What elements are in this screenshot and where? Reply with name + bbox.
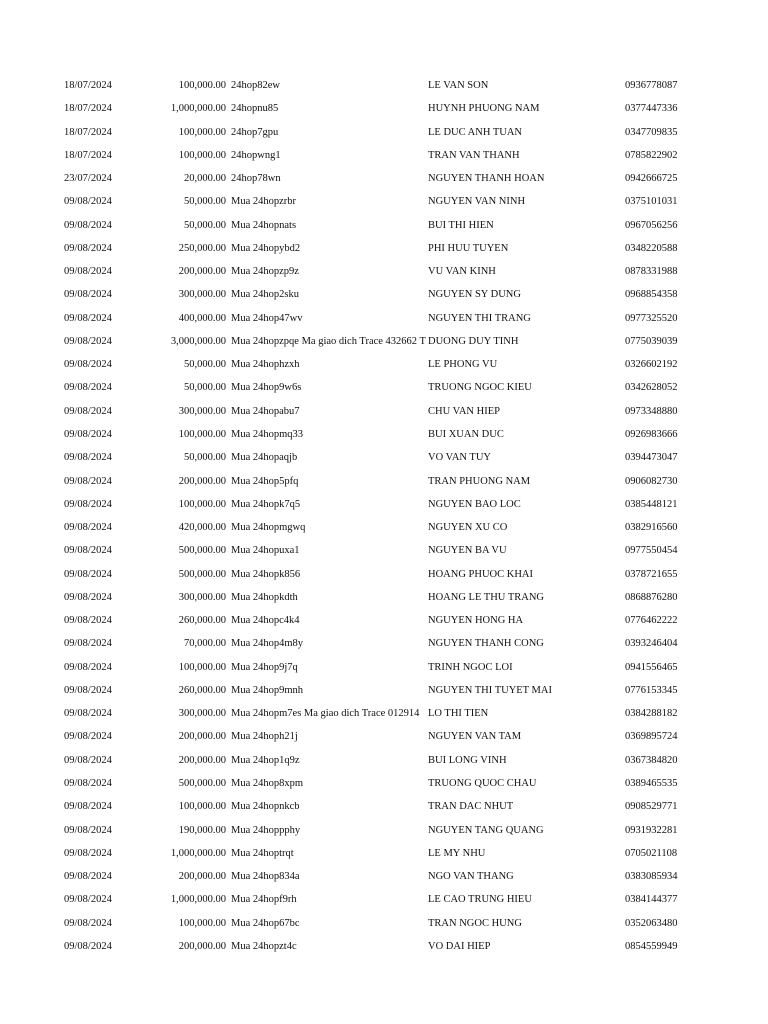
transaction-content: Mua 24hoppphy xyxy=(231,824,301,836)
payer-name: NGUYEN TANG QUANG xyxy=(428,824,544,836)
transaction-date: 09/08/2024 xyxy=(64,452,112,464)
payer-name: NGUYEN THI TUYET MAI xyxy=(428,684,552,696)
payer-phone: 0342628052 xyxy=(625,382,678,394)
payer-name: PHI HUU TUYEN xyxy=(428,242,509,254)
payer-phone: 0384288182 xyxy=(625,708,678,720)
transaction-content: Mua 24hoptrqt xyxy=(231,847,294,859)
transaction-amount: 50,000.00 xyxy=(184,382,226,394)
transaction-row xyxy=(0,912,768,935)
payer-name: LE VAN SON xyxy=(428,80,489,91)
payer-name: NGUYEN SY DUNG xyxy=(428,289,521,301)
transaction-row xyxy=(0,516,768,539)
payer-phone: 0776462222 xyxy=(625,615,678,627)
payer-name: VO DAI HIEP xyxy=(428,940,491,952)
transaction-content: Mua 24hop5pfq xyxy=(231,475,299,487)
transaction-row xyxy=(0,819,768,842)
transaction-amount: 1,000,000.00 xyxy=(170,894,226,906)
transaction-date: 09/08/2024 xyxy=(64,731,112,743)
transaction-amount: 200,000.00 xyxy=(178,266,226,278)
payer-name: NGUYEN BA VU xyxy=(428,545,507,557)
transaction-content: Mua 24hop8xpm xyxy=(231,777,304,789)
transaction-date: 09/08/2024 xyxy=(64,266,112,278)
transaction-amount: 100,000.00 xyxy=(178,801,226,813)
transaction-date: 09/08/2024 xyxy=(64,638,112,650)
transaction-date: 09/08/2024 xyxy=(64,475,112,487)
transaction-content: Mua 24hopybd2 xyxy=(231,242,301,254)
payer-name: NGO VAN THANG xyxy=(428,871,514,883)
transaction-content: Mua 24hop2sku xyxy=(231,289,299,301)
payer-phone: 0941556465 xyxy=(625,661,678,673)
payer-name: HOANG LE THU TRANG xyxy=(428,591,544,603)
payer-phone: 0367384820 xyxy=(625,754,678,766)
payer-name: NGUYEN THANH HOAN xyxy=(428,173,545,185)
payer-name: DUONG DUY TINH xyxy=(428,335,519,347)
transaction-date: 09/08/2024 xyxy=(64,568,112,580)
transaction-date: 09/08/2024 xyxy=(64,847,112,859)
transaction-content: Mua 24hopzp9z xyxy=(231,266,299,278)
transaction-content: Mua 24hop1q9z xyxy=(231,754,300,766)
transaction-amount: 100,000.00 xyxy=(178,126,226,138)
transaction-row xyxy=(0,400,768,423)
transaction-row xyxy=(0,702,768,725)
transaction-content: Mua 24hop47wv xyxy=(231,312,303,324)
transaction-date: 09/08/2024 xyxy=(64,242,112,254)
transaction-row xyxy=(0,307,768,330)
payer-phone: 0926983666 xyxy=(625,428,678,440)
transaction-row xyxy=(0,865,768,888)
transaction-date: 09/08/2024 xyxy=(64,545,112,557)
payer-name: TRAN PHUONG NAM xyxy=(428,475,531,487)
transaction-row xyxy=(0,144,768,167)
transaction-row xyxy=(0,446,768,469)
transaction-content: 24hop78wn xyxy=(231,173,281,185)
transaction-row xyxy=(0,237,768,260)
transaction-content: Mua 24hopf9rh xyxy=(231,894,297,906)
payer-name: HUYNH PHUONG NAM xyxy=(428,103,540,115)
payer-phone: 0378721655 xyxy=(625,568,678,580)
transaction-amount: 70,000.00 xyxy=(184,638,226,650)
payer-name: NGUYEN XU CO xyxy=(428,522,508,534)
payer-name: TRINH NGOC LOI xyxy=(428,661,513,673)
transaction-date: 09/08/2024 xyxy=(64,917,112,929)
transaction-amount: 200,000.00 xyxy=(178,940,226,952)
transaction-date: 09/08/2024 xyxy=(64,940,112,952)
transaction-row xyxy=(0,749,768,772)
payer-name: NGUYEN VAN NINH xyxy=(428,196,526,208)
payer-phone: 0931932281 xyxy=(625,824,678,836)
payer-name: LE PHONG VU xyxy=(428,359,498,371)
transaction-amount: 100,000.00 xyxy=(178,428,226,440)
payer-name: TRAN VAN THANH xyxy=(428,149,520,161)
transaction-date: 09/08/2024 xyxy=(64,801,112,813)
payer-phone: 0977325520 xyxy=(625,312,678,324)
transaction-date: 09/08/2024 xyxy=(64,196,112,208)
transaction-row xyxy=(0,423,768,446)
payer-phone: 0384144377 xyxy=(625,894,678,906)
payer-name: NGUYEN VAN TAM xyxy=(428,731,522,743)
transaction-amount: 50,000.00 xyxy=(184,452,226,464)
payer-name: NGUYEN THANH CONG xyxy=(428,638,544,650)
transaction-content: Mua 24hopc4k4 xyxy=(231,615,300,627)
transaction-date: 09/08/2024 xyxy=(64,684,112,696)
transaction-amount: 400,000.00 xyxy=(178,312,226,324)
payer-phone: 0385448121 xyxy=(625,498,678,510)
transaction-content: 24hopnu85 xyxy=(231,103,279,115)
transaction-amount: 300,000.00 xyxy=(178,289,226,301)
payer-name: CHU VAN HIEP xyxy=(428,405,500,417)
payer-phone: 0854559949 xyxy=(625,940,678,952)
transaction-amount: 200,000.00 xyxy=(178,731,226,743)
transaction-row xyxy=(0,283,768,306)
transaction-date: 09/08/2024 xyxy=(64,359,112,371)
transaction-row xyxy=(0,470,768,493)
transaction-content: Mua 24hopzpqe Ma giao dich Trace 432662 T xyxy=(231,335,426,347)
transaction-row xyxy=(0,563,768,586)
payer-phone: 0382916560 xyxy=(625,522,678,534)
transaction-date: 23/07/2024 xyxy=(64,173,112,185)
transaction-amount: 420,000.00 xyxy=(178,522,226,534)
transaction-date: 09/08/2024 xyxy=(64,498,112,510)
payer-phone: 0868876280 xyxy=(625,591,678,603)
payer-name: BUI XUAN DUC xyxy=(428,428,504,440)
transaction-amount: 300,000.00 xyxy=(178,708,226,720)
transaction-date: 09/08/2024 xyxy=(64,289,112,301)
transaction-amount: 500,000.00 xyxy=(178,777,226,789)
transaction-date: 09/08/2024 xyxy=(64,824,112,836)
transaction-date: 09/08/2024 xyxy=(64,219,112,231)
transaction-amount: 260,000.00 xyxy=(178,684,226,696)
transaction-content: Mua 24hopk856 xyxy=(231,568,301,580)
transaction-content: Mua 24hopnats xyxy=(231,219,297,231)
transaction-amount: 300,000.00 xyxy=(178,591,226,603)
payer-phone: 0394473047 xyxy=(625,452,678,464)
transaction-content: Mua 24hop9mnh xyxy=(231,684,304,696)
transaction-row xyxy=(0,842,768,865)
payer-phone: 0348220588 xyxy=(625,242,678,254)
transaction-row xyxy=(0,121,768,144)
transaction-amount: 200,000.00 xyxy=(178,754,226,766)
transaction-amount: 100,000.00 xyxy=(178,498,226,510)
transaction-amount: 1,000,000.00 xyxy=(170,847,226,859)
payer-phone: 0973348880 xyxy=(625,405,678,417)
payer-name: VU VAN KINH xyxy=(428,266,496,278)
payer-phone: 0785822902 xyxy=(625,149,678,161)
payer-phone: 0705021108 xyxy=(625,847,678,859)
transaction-content: Mua 24hopuxa1 xyxy=(231,545,300,557)
payer-name: NGUYEN BAO LOC xyxy=(428,498,521,510)
transaction-content: Mua 24hopaqjb xyxy=(231,452,298,464)
transaction-date: 09/08/2024 xyxy=(64,871,112,883)
transaction-row xyxy=(0,330,768,353)
transaction-date: 18/07/2024 xyxy=(64,149,112,161)
transaction-content: Mua 24hopnkcb xyxy=(231,801,300,813)
transaction-content: Mua 24hop9w6s xyxy=(231,382,302,394)
transaction-date: 09/08/2024 xyxy=(64,661,112,673)
transaction-row xyxy=(0,632,768,655)
transaction-date: 18/07/2024 xyxy=(64,126,112,138)
payer-phone: 0936778087 xyxy=(625,80,678,91)
transaction-row xyxy=(0,97,768,120)
transaction-content: Mua 24hopzt4c xyxy=(231,940,297,952)
transaction-content: 24hop7gpu xyxy=(231,126,279,138)
payer-phone: 0908529771 xyxy=(625,801,678,813)
transaction-amount: 100,000.00 xyxy=(178,917,226,929)
transaction-content: Mua 24hopmgwq xyxy=(231,522,306,534)
transaction-row xyxy=(0,353,768,376)
payer-name: LE DUC ANH TUAN xyxy=(428,126,523,138)
payer-phone: 0775039039 xyxy=(625,335,678,347)
transaction-row xyxy=(0,679,768,702)
transaction-content: Mua 24hop9j7q xyxy=(231,661,298,673)
transaction-row xyxy=(0,214,768,237)
transaction-row xyxy=(0,376,768,399)
payer-name: BUI THI HIEN xyxy=(428,219,494,231)
transaction-content: Mua 24hophzxh xyxy=(231,359,300,371)
payer-name: TRUONG QUOC CHAU xyxy=(428,777,537,789)
payer-phone: 0878331988 xyxy=(625,266,678,278)
payer-name: HOANG PHUOC KHAI xyxy=(428,568,533,580)
transaction-row xyxy=(0,656,768,679)
transaction-date: 09/08/2024 xyxy=(64,312,112,324)
payer-name: LE CAO TRUNG HIEU xyxy=(428,894,532,906)
payer-phone: 0393246404 xyxy=(625,638,678,650)
payer-name: BUI LONG VINH xyxy=(428,754,507,766)
transaction-date: 09/08/2024 xyxy=(64,382,112,394)
payer-phone: 0352063480 xyxy=(625,917,678,929)
payer-name: LO THI TIEN xyxy=(428,708,489,720)
transaction-row xyxy=(0,888,768,911)
transaction-date: 09/08/2024 xyxy=(64,522,112,534)
payer-name: LE MY NHU xyxy=(428,847,486,859)
transaction-content: Mua 24hopzrbr xyxy=(231,196,297,208)
transaction-amount: 20,000.00 xyxy=(184,173,226,185)
payer-phone: 0369895724 xyxy=(625,731,678,743)
transaction-amount: 500,000.00 xyxy=(178,545,226,557)
transaction-row xyxy=(0,609,768,632)
transaction-row xyxy=(0,795,768,818)
transaction-content: Mua 24hop834a xyxy=(231,871,300,883)
transaction-row xyxy=(0,539,768,562)
transaction-amount: 100,000.00 xyxy=(178,661,226,673)
transaction-row xyxy=(0,772,768,795)
transaction-row xyxy=(0,586,768,609)
transaction-row xyxy=(0,935,768,958)
transaction-amount: 3,000,000.00 xyxy=(170,335,226,347)
payer-name: TRAN NGOC HUNG xyxy=(428,917,522,929)
transaction-date: 09/08/2024 xyxy=(64,777,112,789)
transaction-amount: 300,000.00 xyxy=(178,405,226,417)
payer-phone: 0389465535 xyxy=(625,777,678,789)
transaction-amount: 100,000.00 xyxy=(178,80,226,91)
transaction-row xyxy=(0,725,768,748)
transaction-date: 09/08/2024 xyxy=(64,708,112,720)
transaction-content: Mua 24hoph21j xyxy=(231,731,298,743)
transaction-date: 09/08/2024 xyxy=(64,615,112,627)
payer-phone: 0326602192 xyxy=(625,359,678,371)
transaction-list xyxy=(0,74,768,958)
transaction-amount: 100,000.00 xyxy=(178,149,226,161)
transaction-amount: 250,000.00 xyxy=(178,242,226,254)
transaction-date: 18/07/2024 xyxy=(64,80,112,91)
transaction-content: Mua 24hopkdth xyxy=(231,591,298,603)
payer-phone: 0968854358 xyxy=(625,289,678,301)
payer-name: VO VAN TUY xyxy=(428,452,492,464)
payer-name: TRUONG NGOC KIEU xyxy=(428,382,532,394)
transaction-amount: 500,000.00 xyxy=(178,568,226,580)
transaction-content: Mua 24hopabu7 xyxy=(231,405,300,417)
transaction-content: Mua 24hopk7q5 xyxy=(231,498,301,510)
transaction-amount: 50,000.00 xyxy=(184,359,226,371)
payer-phone: 0906082730 xyxy=(625,475,678,487)
payer-name: NGUYEN THI TRANG xyxy=(428,312,531,324)
payer-phone: 0383085934 xyxy=(625,871,678,883)
payer-phone: 0347709835 xyxy=(625,126,678,138)
payer-phone: 0977550454 xyxy=(625,545,678,557)
transaction-date: 09/08/2024 xyxy=(64,591,112,603)
payer-phone: 0967056256 xyxy=(625,219,678,231)
transaction-amount: 1,000,000.00 xyxy=(170,103,226,115)
transaction-row xyxy=(0,74,768,97)
transaction-amount: 200,000.00 xyxy=(178,475,226,487)
transaction-content: Mua 24hop4m8y xyxy=(231,638,304,650)
transaction-row xyxy=(0,260,768,283)
transaction-date: 09/08/2024 xyxy=(64,405,112,417)
transaction-date: 09/08/2024 xyxy=(64,335,112,347)
payer-name: NGUYEN HONG HA xyxy=(428,615,524,627)
transaction-row xyxy=(0,493,768,516)
transaction-content: Mua 24hop67bc xyxy=(231,917,300,929)
transaction-date: 18/07/2024 xyxy=(64,103,112,115)
transaction-content: 24hopwng1 xyxy=(231,149,281,161)
transaction-row xyxy=(0,167,768,190)
transaction-content: Mua 24hopmq33 xyxy=(231,428,304,440)
payer-phone: 0375101031 xyxy=(625,196,678,208)
transaction-content: 24hop82ew xyxy=(231,80,280,91)
payer-phone: 0942666725 xyxy=(625,173,678,185)
transaction-date: 09/08/2024 xyxy=(64,754,112,766)
transaction-amount: 50,000.00 xyxy=(184,219,226,231)
transaction-date: 09/08/2024 xyxy=(64,428,112,440)
transaction-row xyxy=(0,190,768,213)
payer-phone: 0377447336 xyxy=(625,103,678,115)
transaction-amount: 50,000.00 xyxy=(184,196,226,208)
transaction-content: Mua 24hopm7es Ma giao dich Trace 012914 xyxy=(231,708,420,720)
payer-name: TRAN DAC NHUT xyxy=(428,801,514,813)
transaction-amount: 200,000.00 xyxy=(178,871,226,883)
payer-phone: 0776153345 xyxy=(625,684,678,696)
transaction-amount: 260,000.00 xyxy=(178,615,226,627)
transaction-date: 09/08/2024 xyxy=(64,894,112,906)
transaction-amount: 190,000.00 xyxy=(178,824,226,836)
